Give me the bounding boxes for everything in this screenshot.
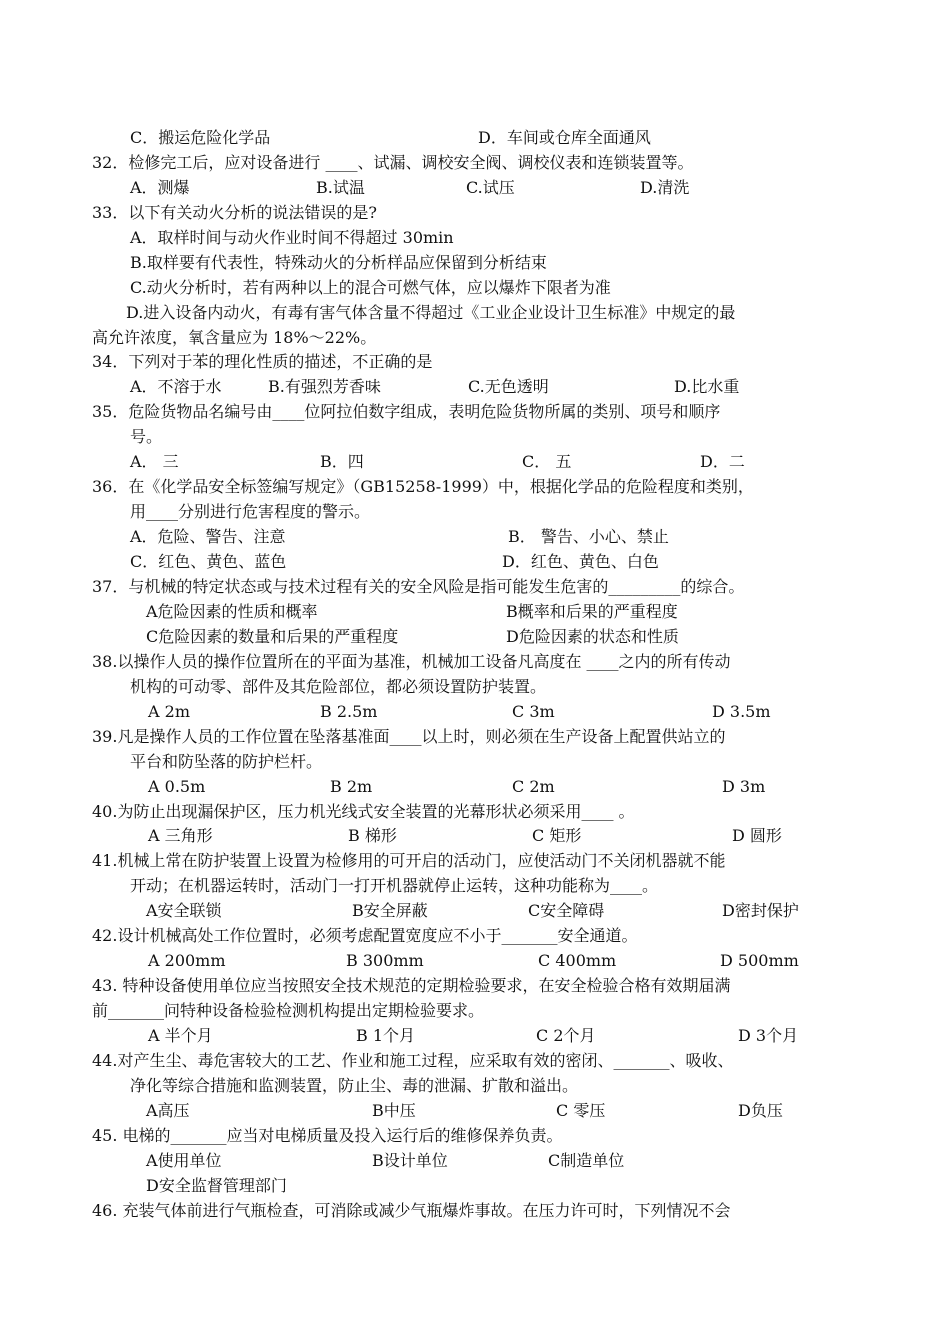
option-d: D负压 [738,1101,783,1120]
question-43: 43. 特种设备使用单位应当按照安全技术规范的定期检验要求，在安全检验合格有效期届满 [92,976,731,995]
option-b: B安全屏蔽 [352,901,428,920]
option-d: D 500mm [720,951,799,970]
option-b: B．四 [320,452,364,471]
option-b: B设计单位 [372,1151,448,1170]
option-b: B 1个月 [356,1026,416,1045]
question-39: 39.凡是操作人员的工作位置在坠落基准面____以上时，则必须在生产设备上配置供站立的 [92,727,726,746]
option-b: B中压 [372,1101,416,1120]
question-35-continued: 号。 [130,427,163,446]
option-c: C危险因素的数量和后果的严重程度 [146,627,399,646]
option-a: A 2m [148,702,190,721]
question-44: 44.对产生尘、毒危害较大的工艺、作业和施工过程，应采取有效的密闭、_______、吸收、 [92,1051,734,1070]
option-a: A．取样时间与动火作业时间不得超过 30min [130,228,454,247]
option-d: D危险因素的状态和性质 [506,627,679,646]
option-b: B． 警告、小心、禁止 [508,527,669,546]
option-c: C 2个月 [536,1026,596,1045]
option-d: D密封保护 [722,901,799,920]
option-c: C.动火分析时，若有两种以上的混合可燃气体，应以爆炸下限者为准 [130,278,611,297]
option-d: D安全监督管理部门 [146,1176,287,1195]
option-a: A危险因素的性质和概率 [146,602,318,621]
option-b: B 梯形 [348,826,397,845]
option-d: D．二 [700,452,745,471]
option-a: A．测爆 [130,178,190,197]
option-line: C．搬运危险化学品 [130,128,271,147]
option-a: A使用单位 [146,1151,222,1170]
option-c: C.试压 [466,178,515,197]
option-b: B 2m [330,777,373,796]
option-d: D 3个月 [738,1026,799,1045]
option-c: C.无色透明 [468,377,549,396]
option-a: A 三角形 [148,826,213,845]
option-c: C 零压 [556,1101,606,1120]
question-43-continued: 前_______问特种设备检验检测机构提出定期检验要求。 [92,1001,485,1020]
option-c: C安全障碍 [528,901,605,920]
question-34: 34．下列对于苯的理化性质的描述，不正确的是 [92,352,433,371]
option-a: A 200mm [148,951,226,970]
question-40: 40.为防止出现漏保护区，压力机光线式安全装置的光幕形状必须采用____ 。 [92,802,635,821]
question-33: 33．以下有关动火分析的说法错误的是? [92,203,377,222]
option-c: C． 五 [522,452,572,471]
option-b: B概率和后果的严重程度 [506,602,678,621]
option-c: C．红色、黄色、蓝色 [130,552,287,571]
question-35: 35．危险货物品名编号由____位阿拉伯数字组成，表明危险货物所属的类别、项号和顺序 [92,402,721,421]
option-a: A．不溶于水 [130,377,222,396]
question-42: 42.设计机械高处工作位置时，必须考虑配置宽度应不小于_______安全通道。 [92,926,638,945]
option-a: A．危险、警告、注意 [130,527,286,546]
option-d: D 3.5m [712,702,771,721]
question-36: 36．在《化学品安全标签编写规定》（GB15258-1999）中，根据化学品的危险程度和类别， [92,477,754,496]
option-d: D.进入设备内动火，有毒有害气体含量不得超过《工业企业设计卫生标准》中规定的最 [126,303,736,322]
option-b: B.试温 [316,178,365,197]
option-c: C 矩形 [532,826,582,845]
option-c: C制造单位 [548,1151,625,1170]
option-d-continued: 高允许浓度，氧含量应为 18%～22%。 [92,328,377,347]
option-c: C 3m [512,702,555,721]
option-a: A安全联锁 [146,901,222,920]
question-46: 46. 充装气体前进行气瓶检查，可消除或减少气瓶爆炸事故。在压力许可时，下列情况不会 [92,1201,731,1220]
option-d: D 3m [722,777,766,796]
question-44-continued: 净化等综合措施和监测装置，防止尘、毒的泄漏、扩散和溢出。 [130,1076,579,1095]
option-b: B.取样要有代表性，特殊动火的分析样品应保留到分析结束 [130,253,547,272]
question-36-continued: 用____分别进行危害程度的警示。 [130,502,371,521]
question-45: 45. 电梯的_______应当对电梯质量及投入运行后的维修保养负责。 [92,1126,563,1145]
option-d: D 圆形 [732,826,782,845]
option-b: B 300mm [346,951,424,970]
option-a: A 0.5m [148,777,206,796]
option-c: C 400mm [538,951,617,970]
question-39-continued: 平台和防坠落的防护栏杆。 [130,752,323,771]
option-d: D.比水重 [674,377,740,396]
option-b: B.有强烈芳香味 [268,377,381,396]
option-b: B 2.5m [320,702,378,721]
question-41: 41.机械上常在防护装置上设置为检修用的可开启的活动门，应使活动门不关闭机器就不能 [92,851,726,870]
question-38-continued: 机构的可动零、部件及其危险部位，都必须设置防护装置。 [130,677,547,696]
option-c: C 2m [512,777,555,796]
question-38: 38.以操作人员的操作位置所在的平面为基准，机械加工设备凡高度在 ____之内的所有传动 [92,652,731,671]
option-a: A高压 [146,1101,190,1120]
option-line: D．车间或仓库全面通风 [478,128,651,147]
question-32: 32．检修完工后，应对设备进行 ____、试漏、调校安全阀、调校仪表和连锁装置等。 [92,153,694,172]
option-d: D.清洗 [640,178,690,197]
question-41-continued: 开动；在机器运转时，活动门一打开机器就停止运转，这种功能称为____。 [130,876,659,895]
option-a: A． 三 [130,452,179,471]
option-d: D．红色、黄色、白色 [502,552,659,571]
option-a: A 半个月 [148,1026,213,1045]
question-37: 37．与机械的特定状态或与技术过程有关的安全风险是指可能发生危害的_________的综合。 [92,577,745,596]
